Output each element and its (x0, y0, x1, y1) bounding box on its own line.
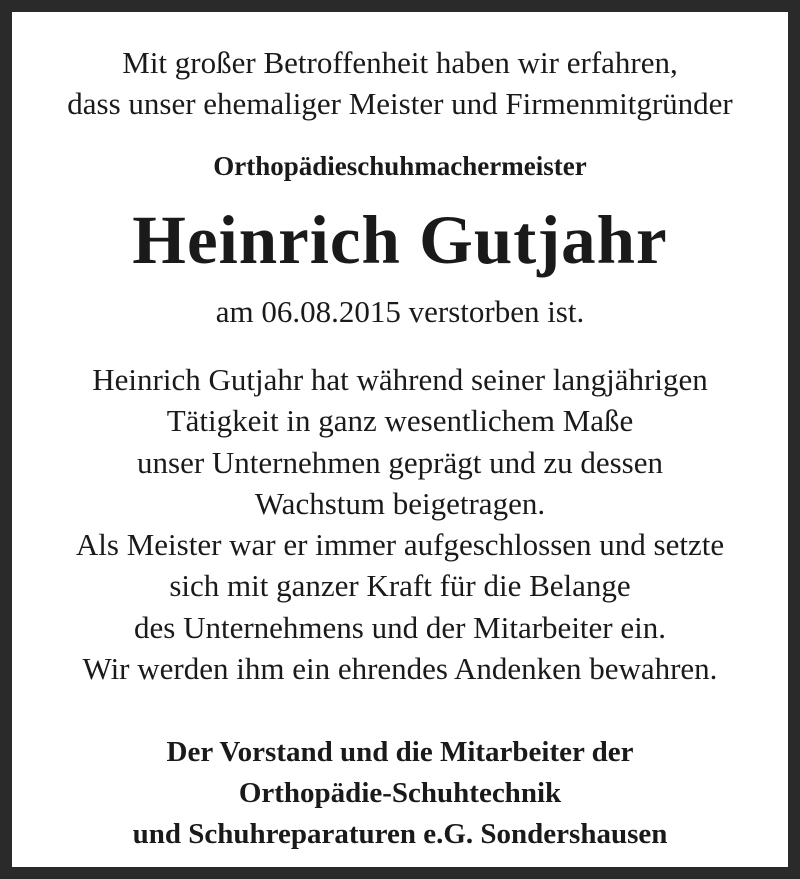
intro-line: Mit großer Betroffenheit haben wir erfahren, (122, 45, 678, 80)
signature-line: und Schuhreparaturen e.G. Sondershausen (132, 818, 668, 850)
tribute-line: sich mit ganzer Kraft für die Belange (169, 568, 631, 604)
tribute-line: des Unternehmens und der Mitarbeiter ein. (134, 609, 666, 645)
tribute-line: Wachstum beigetragen. (254, 485, 546, 521)
tribute-line: Als Meister war er immer aufgeschlossen und setzte (75, 527, 725, 563)
signature-block (24, 732, 776, 855)
tribute-line: Tätigkeit in ganz wesentlichem Maße (166, 403, 634, 439)
tribute-text (24, 359, 776, 689)
tribute-line: Wir werden ihm ein ehrendes Andenken bewahren. (82, 651, 718, 687)
intro-text (24, 42, 776, 124)
tribute-line: unser Unternehmen geprägt und zu dessen (137, 444, 663, 480)
profession-title: Orthopädieschuhmachermeister (213, 151, 587, 181)
intro-line: dass unser ehemaliger Meister und Firmenmitgründer (67, 86, 733, 121)
tribute-line: Heinrich Gutjahr hat während seiner langjährigen (92, 362, 708, 397)
deceased-name: Heinrich Gutjahr (132, 202, 668, 278)
date-of-death-line: am 06.08.2015 verstorben ist. (215, 294, 585, 329)
signature-line: Orthopädie-Schuhtechnik (238, 777, 562, 809)
signature-line: Der Vorstand und die Mitarbeiter der (166, 736, 634, 768)
